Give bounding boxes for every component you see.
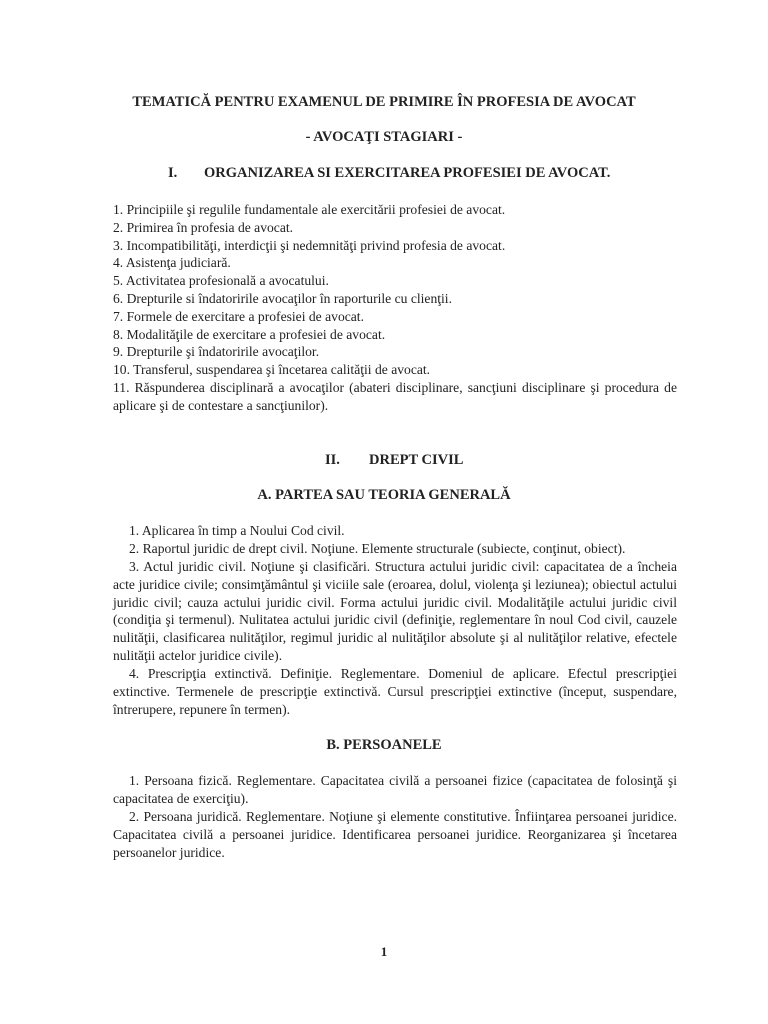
- list-item: 7. Formele de exercitare a profesiei de avocat.: [113, 308, 364, 324]
- list-item: 6. Drepturile si îndatoririle avocaţilor în raporturile cu clienţii.: [113, 290, 452, 306]
- section1-list: [113, 201, 677, 415]
- list-item: 10. Transferul, suspendarea şi încetarea calităţii de avocat.: [113, 362, 431, 378]
- document-subtitle: - AVOCAŢI STAGIARI -: [305, 129, 463, 145]
- list-item: 4. Asistenţa judiciară.: [113, 255, 231, 271]
- paragraph: 2. Raportul juridic de drept civil. Noţiune. Elemente structurale (subiecte, conţinut, obiect).: [129, 541, 626, 556]
- list-item: 2. Primirea în profesia de avocat.: [113, 219, 294, 235]
- list-item: 3. Incompatibilităţi, interdicţii şi nedemnităţi privind profesia de avocat.: [113, 237, 506, 253]
- section2-numeral: II.: [325, 452, 340, 468]
- section1-numeral: I.: [168, 165, 178, 181]
- subsection-a-heading: A. PARTEA SAU TEORIA GENERALĂ: [257, 487, 511, 503]
- paragraph: 1. Aplicarea în timp a Noului Cod civil.: [129, 523, 345, 538]
- page-number: 1: [380, 944, 388, 959]
- paragraph: 1. Persoana fizică. Reglementare. Capacitatea civilă a persoanei fizice (capacitatea de folosinţă şi capacitatea de exerciţiu).: [113, 773, 677, 806]
- subsection-b-heading: B. PERSOANELE: [326, 737, 442, 753]
- section2-heading: DREPT CIVIL: [369, 452, 464, 468]
- paragraph: 2. Persoana juridică. Reglementare. Noţiune şi elemente constitutive. Înfiinţarea persoanei juridice. Capacitatea civilă a persoanei juridice. Identificarea persoanei juridice. Reorganizarea şi încetarea persoanelor juridice.: [113, 809, 677, 860]
- paragraph: 3. Actul juridic civil. Noţiune şi clasificări. Structura actului juridic civil: capacitatea de a încheia acte juridice civile; consimţământul şi viciile sale (eroarea, dolul, violenţa şi leziunea); obiectul actului juridic civil; cauza actului juridic civil. Forma actului juridic civil. Modalităţile actului juridic civil (condiţia şi termenul). Nulitatea actului juridic civil (definiţie, reglementare în noul Cod civil, cauzele nulităţii, clasificarea nulităţilor, regimul juridic al nulităţilor absolute şi al nulităţilor relative, efectele nulităţii actelor juridice civile).: [113, 559, 677, 663]
- list-item: 1. Principiile şi regulile fundamentale ale exercitării profesiei de avocat.: [113, 202, 506, 217]
- list-item: 9. Drepturile şi îndatoririle avocaţilor.: [113, 344, 320, 360]
- list-item: 11. Răspunderea disciplinară a avocaţilor (abateri disciplinare, sancţiuni disciplinare şi procedura de aplicare şi de contestare a sancţiunilor).: [113, 379, 677, 413]
- paragraph: 4. Prescripţia extinctivă. Definiţie. Reglementare. Domeniul de aplicare. Efectul prescripţiei extinctive. Termenele de prescripţie extinctivă. Cursul prescripţiei extinctive (început, suspendare, întrerupere, repunere în termen).: [113, 666, 677, 717]
- list-item: 8. Modalităţile de exercitare a profesiei de avocat.: [113, 326, 386, 342]
- list-item: 5. Activitatea profesională a avocatului.: [113, 273, 329, 289]
- section1-heading: ORGANIZAREA SI EXERCITAREA PROFESIEI DE AVOCAT.: [204, 165, 611, 181]
- document-title: TEMATICĂ PENTRU EXAMENUL DE PRIMIRE ÎN PROFESIA DE AVOCAT: [132, 94, 636, 110]
